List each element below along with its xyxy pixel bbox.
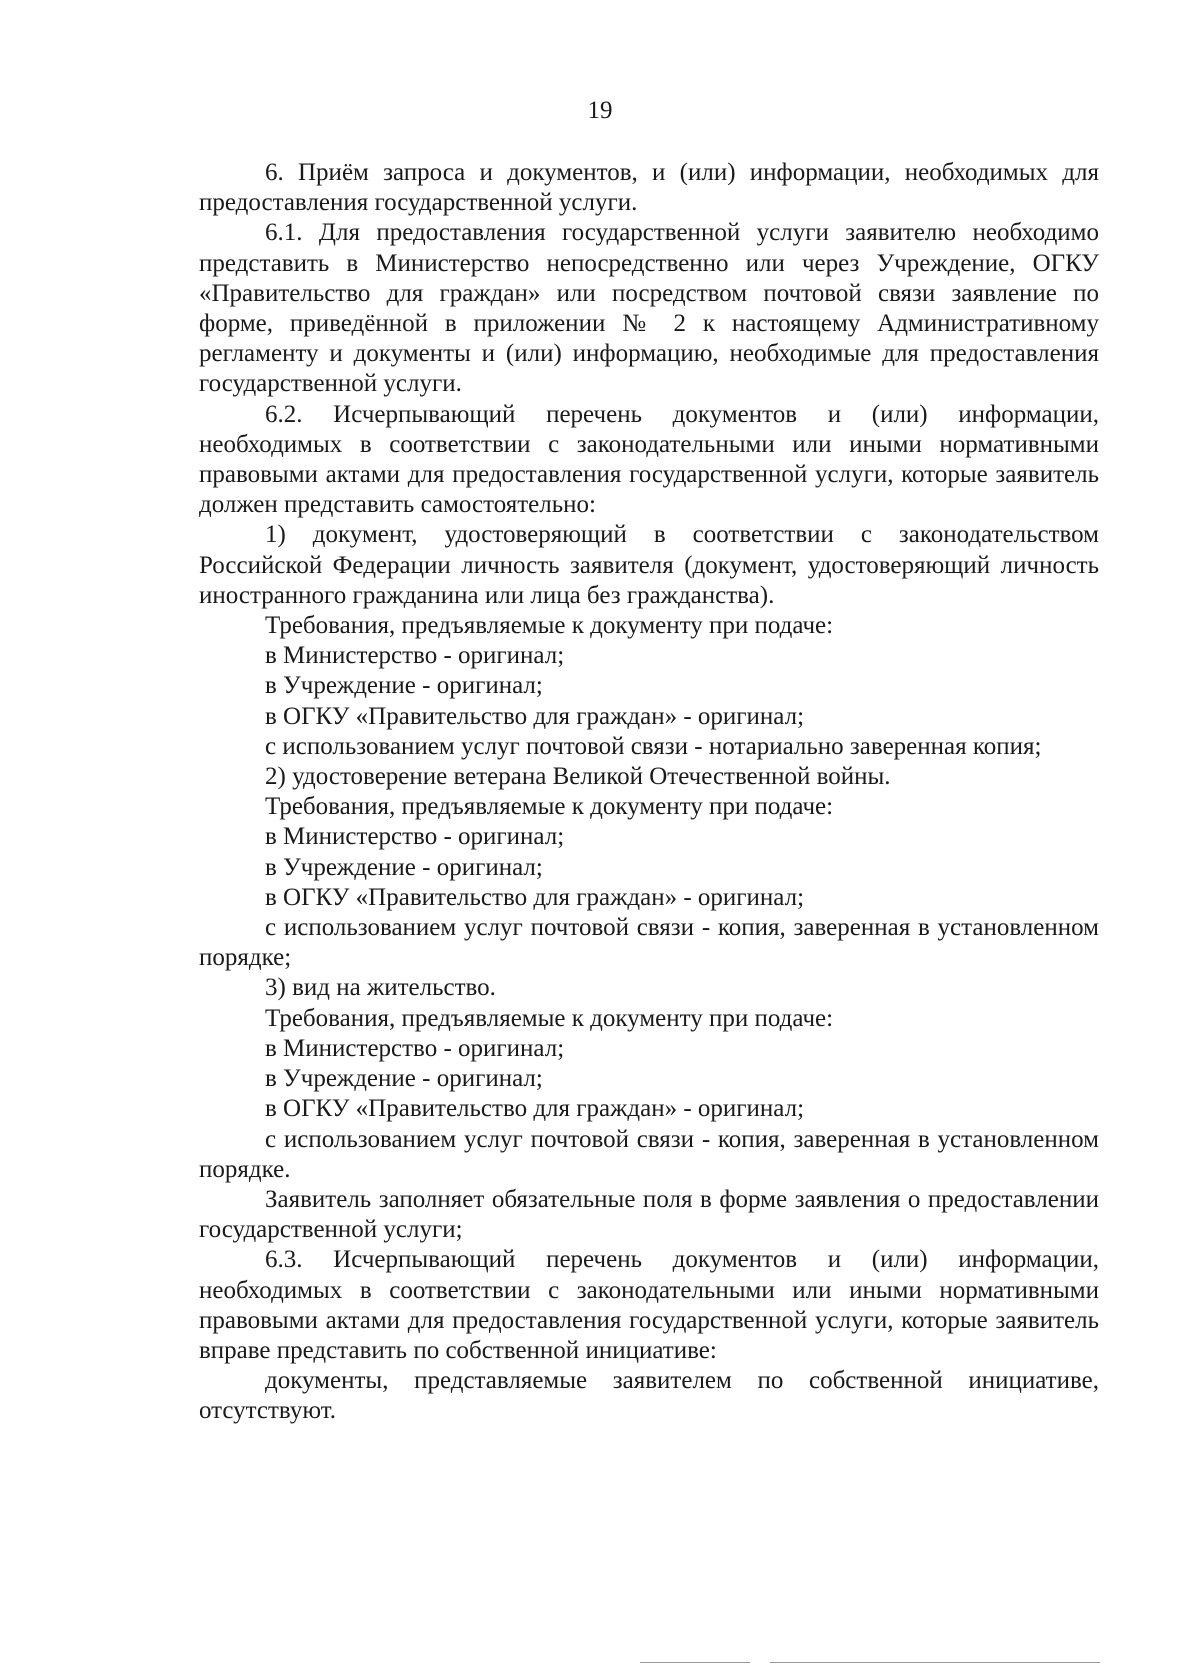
scan-edge-mark [640,1662,750,1663]
requirement-line: в Министерство - оригинал; [265,823,565,851]
requirement-line: в ОГКУ «Правительство для граждан» - оригинал; [265,883,805,911]
requirement-line: в Министерство - оригинал; [265,1034,565,1062]
requirements-heading: Требования, предъявляемые к документу при подаче: [265,793,834,821]
scan-edge-mark [770,1662,1100,1663]
requirement-line: с использованием услуг почтовой связи - копия, заверенная в установленном порядке. [199,1125,1099,1183]
requirement-line: в Учреждение - оригинал; [265,853,543,881]
requirements-heading: Требования, предъявляемые к документу при подаче: [265,612,834,640]
page-number: 19 [587,97,613,124]
paragraph-6-1: 6.1. Для предоставления государственной услуги заявителю необходимо представить в Министерство непосредственно или через Учреждение, ОГКУ «Правительство для граждан» или посредством почтовой связи заявление по форме, приведённой в приложении № 2 к настоящему Административному регламенту и документы и (или) информацию, необходимые для предоставления государственной услуги. [199,219,1099,398]
paragraph-6-2: 6.2. Исчерпывающий перечень документов и (или) информации, необходимых в соответствии с законодательными или иными нормативными правовыми актами для предоставления государственной услуги, которые заявитель должен представить самостоятельно: [199,400,1099,519]
requirement-line: в ОГКУ «Правительство для граждан» - оригинал; [265,1095,805,1123]
paragraph-6-3: 6.3. Исчерпывающий перечень документов и (или) информации, необходимых в соответствии с законодательными или иными нормативными правовыми актами для предоставления государственной услуги, которые заявитель вправе представить по собственной инициативе: [199,1246,1099,1364]
requirement-line: в ОГКУ «Правительство для граждан» - оригинал; [265,702,805,730]
requirements-heading: Требования, предъявляемые к документу при подаче: [265,1004,834,1032]
document-body [199,158,1099,1427]
paragraph-6: 6. Приём запроса и документов, и (или) информации, необходимых для предоставления государственной услуги. [199,159,1099,217]
list-item-3: 3) вид на жительство. [265,974,496,1002]
list-item-1: 1) документ, удостоверяющий в соответствии с законодательством Российской Федерации личность заявителя (документ, удостоверяющий личность иностранного гражданина или лица без гражданства). [199,521,1099,609]
requirement-line: в Учреждение - оригинал; [265,1065,543,1093]
closing-paragraph: документы, представляемые заявителем по собственной инициативе, отсутствуют. [199,1367,1099,1425]
applicant-note: Заявитель заполняет обязательные поля в форме заявления о предоставлении государственной услуги; [199,1185,1099,1244]
requirement-line: в Министерство - оригинал; [265,642,565,670]
requirement-line: в Учреждение - оригинал; [265,672,543,700]
requirement-line: с использованием услуг почтовой связи - нотариально заверенная копия; [265,732,1042,760]
list-item-2: 2) удостоверение ветерана Великой Отечественной войны. [265,763,891,791]
requirement-line: с использованием услуг почтовой связи - копия, заверенная в установленном порядке; [199,914,1099,972]
